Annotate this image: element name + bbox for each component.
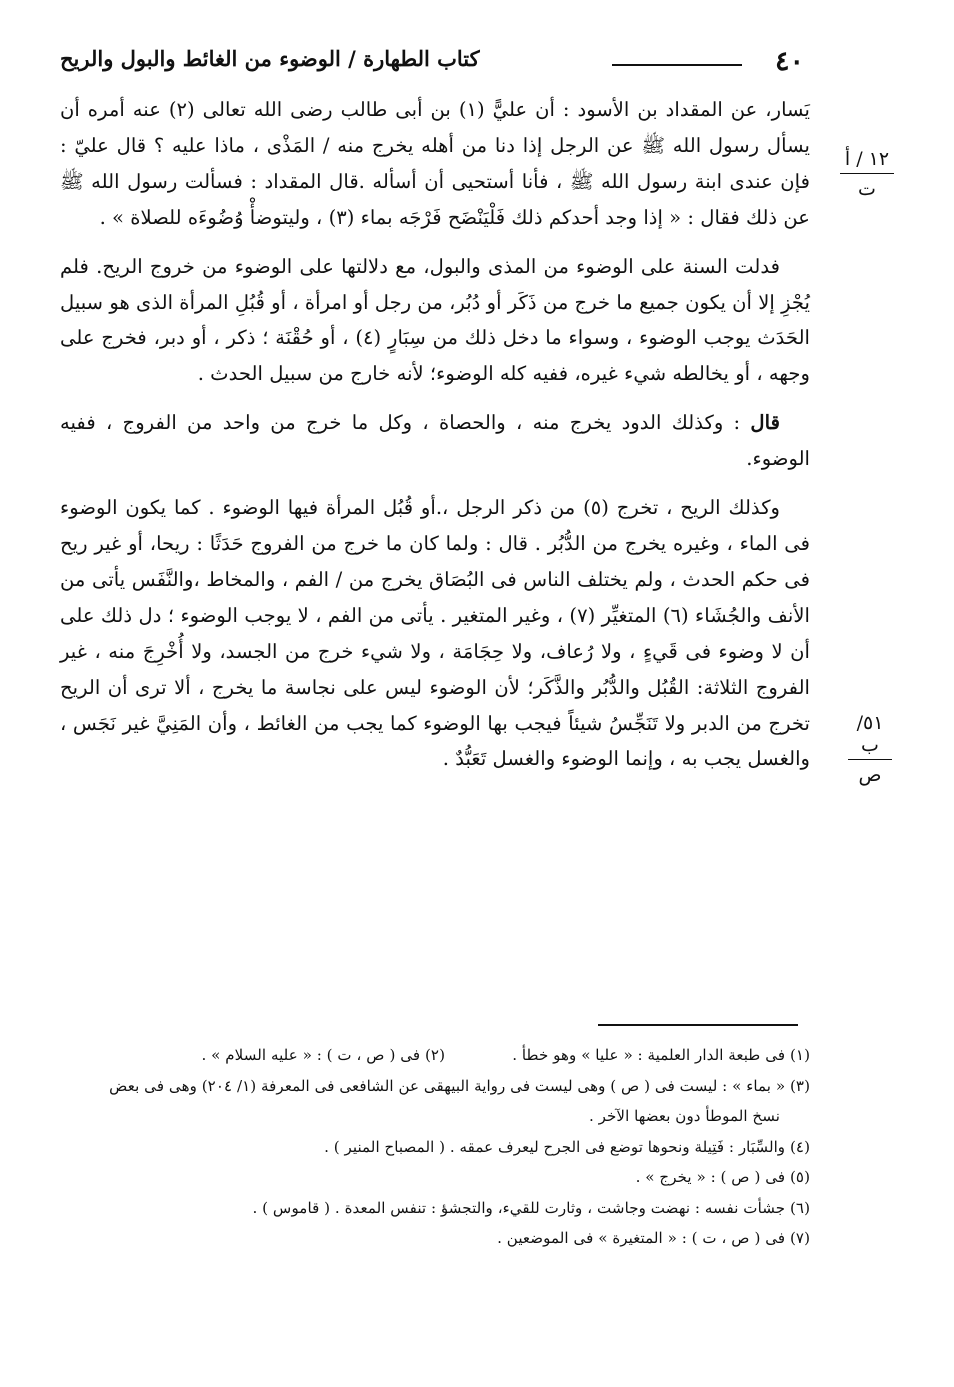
running-head: كتاب الطهارة / الوضوء من الغائط والبول والريح [60,46,480,71]
main-text [60,92,810,777]
margin-note-folio: ١٢ / أ [844,148,890,170]
margin-note-rule [840,173,894,174]
footnote-2: (٢) فى ( ص ، ت ) : « عليه السلام » . [201,1046,445,1064]
footnote-1: (١) فى طبعة الدار العلمية : « عليا » وهو خطأ . [512,1046,810,1064]
header-rule [612,64,742,66]
margin-note-siglum: ص [858,764,882,786]
paragraph-hadith: يَسار، عن المقداد بن الأسود : أن عليًّ (١) بن أبى طالب رضى الله تعالى (٢) عنه أمره أن يسأل رسول الله ﷺ عن الرجل إذا دنا من أهله يخرج منه / المَذْى ، ماذا عليه ؟ قال عليّ : فإن عندى ابنة رسول الله ﷺ ، فأنا أستحيى أن أسأله .قال المقداد : فسألت رسول الله ﷺ عن ذلك فقال : « إذا وجد أحدكم ذلك فَلْيَنْضَح فَرْجَه بماء (٣) ، وليتوضأْ وُضُوءَه للصلاة » . [60,98,810,229]
page-number: ٤٠ [774,46,804,77]
footnote-5: (٥) فى ( ص ) : « يخرج » . [635,1168,810,1186]
paragraph-worms-text: : وكذلك الدود يخرج منه ، والحصاة ، وكل ما خرج من واحد من الفروج ، ففيه الوضوء. [60,411,810,471]
page-header [60,44,810,84]
margin-note-siglum: ت [858,178,876,200]
margin-note-folio: ٥١/ ب [856,712,884,756]
footnote-7: (٧) فى ( ص ، ت ) : « المتغيرة » فى الموضعين . [497,1229,810,1247]
footnote-separator [598,1024,798,1026]
footnote-3: (٣) « بماء » : ليست فى ( ص ) وهى ليست فى رواية البيهقى عن الشافعى فى المعرفة (١/ ٢٠٤) وهى فى بعض [109,1076,810,1095]
margin-note-manuscript-t [838,148,896,200]
footnote-6: (٦) جشأت نفسه : نهضت وجاشت ، وثارت للقيء، والتجشؤ : تنفس المعدة . ( قاموس ) . [252,1198,810,1217]
footnotes [60,1040,810,1254]
footnote-4: (٤) والسِّبَار : فَتِيلة ونحوها توضع فى الجرح ليعرف عمقه . ( المصباح المنير ) . [324,1137,810,1156]
margin-note-rule [848,759,892,760]
paragraph-sunnah: فدلت السنة على الوضوء من المذى والبول، مع دلالتها على الوضوء من خروج الريح. فلم يُجْزِ إلا أن يكون جميع ما خرج من ذَكَر أو دُبُر، من رجل أو امرأة ، أو قُبُلِ المرأة الذى هو سبيل الحَدَث يوجب الوضوء ، وسواء ما دخل ذلك من سِبَارٍ (٤) ، أو حُقْنَة ؛ ذكر ، أو دبر، فخرج على وجهه ، أو يخالطه شيء غيره، ففيه كله الوضوء؛ لأنه خارج من سبيل الحدث . [60,254,810,386]
qala-label: قال [750,411,780,435]
footnote-row-1-2 [60,1040,810,1071]
paragraph-worms [60,405,810,477]
margin-note-manuscript-s [845,712,895,786]
paragraph-wind: وكذلك الريح ، تخرج (٥) من ذكر الرجل ،.أو قُبُل المرأة فيها الوضوء . كما يكون الوضوء فى الماء ، وغيره يخرج من الدُّبُر . قال : ولما كان ما خرج من الفروج حَدَثًا : ريحا، أو غير ريح فى حكم الحدث ، ولم يختلف الناس فى البُصَاق يخرج من / الفم ، والمخاط ،والنَّفَس يأتى من الأنف والجُشَاء (٦) المتغيِّر (٧) ، وغير المتغير . يأتى من الفم ، لا يوجب الوضوء ؛ دل ذلك على أن لا وضوء فى قَيءٍ ، ولا رُعاف، ولا حِجَامَة ، ولا شيء خرج من الجسد، ولا أُخْرِجَ منه ، غير الفروج الثلاثة: القُبُل والدُّبُر والذَّكَر؛ لأن الوضوء ليس على نجاسة ما يخرج ، ألا ترى أن الريح تخرج من الدبر ولا تَنَجِّسُ شيئاً فيجب بها الوضوء كما يجب من الغائط ، وأن المَنِيَّ غير نَجَس ، والغسل يجب به ، وإنما الوضوء والغسل تَعَبُّدٌ . [60,496,810,771]
footnote-3-continued: نسخ الموطأ دون بعضها الآخر . [589,1107,780,1125]
